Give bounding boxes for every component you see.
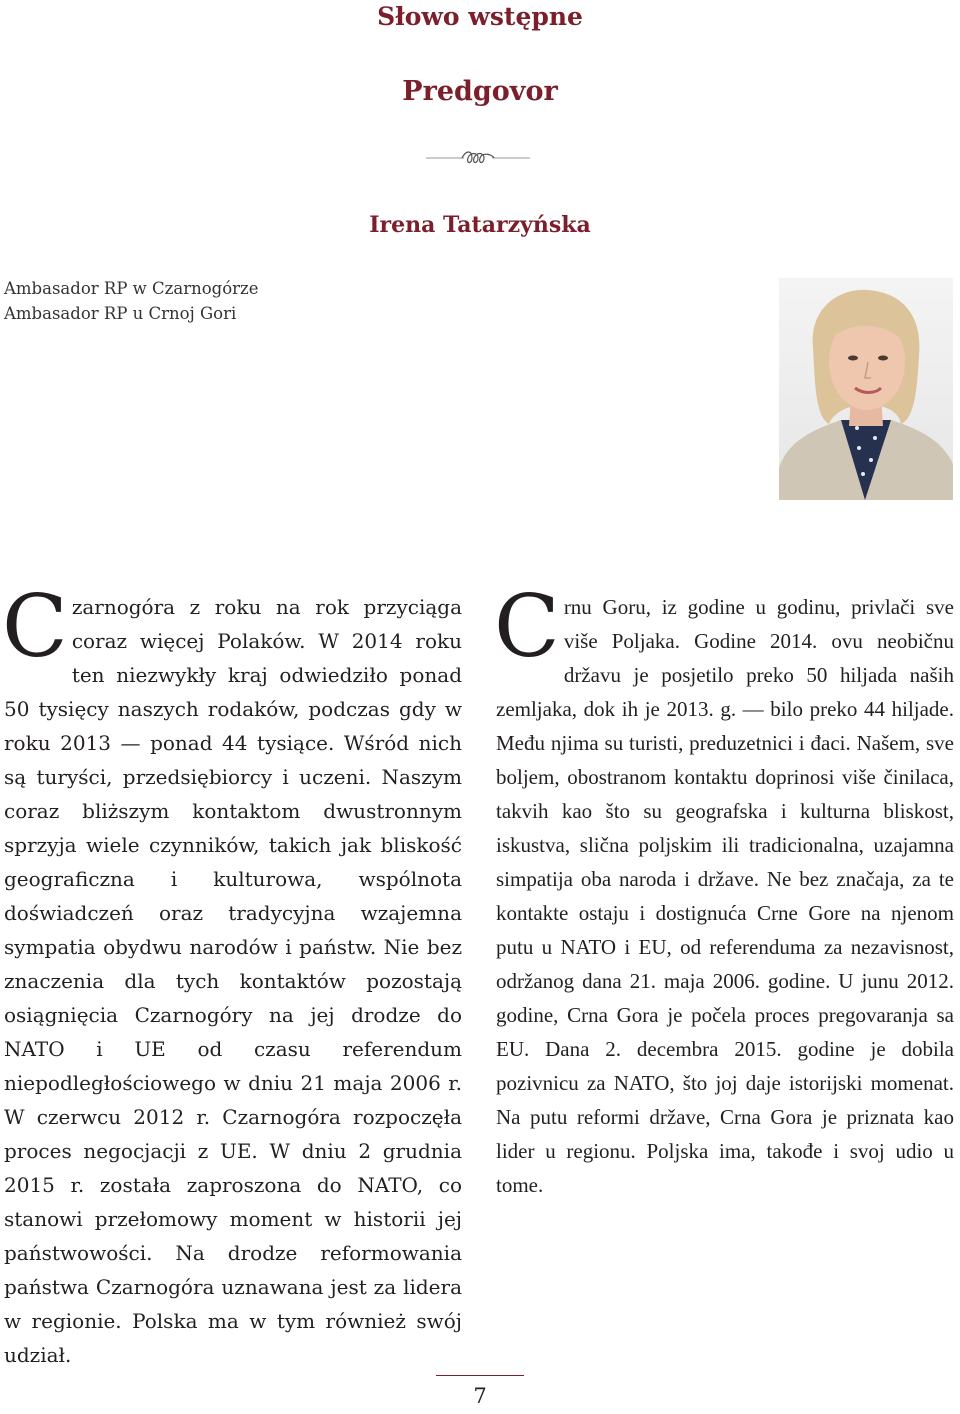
- body-column-polish: [2, 577, 462, 1372]
- portrait-photo-icon: [779, 278, 953, 500]
- page-number: 7: [473, 1384, 487, 1408]
- page-title-montenegrin: Predgovor: [402, 76, 558, 107]
- flourish-ornament-icon: [426, 148, 530, 168]
- body-text-montenegrin: rnu Goru, iz godine u godinu, privlači sve više Poljaka. Godine 2014. ovu neobičnu državu je posjetilo preko 50 hiljada naših zemljaka, dok ih je 2013. g. — bilo preko 44 hiljade. Među njima su turisti, preduzetnici i đaci. Našem, sve boljem, obostranom kontaktu doprinosi više činilaca, takvih kao što su geografska i kulturna bliskost, iskustva, slična poljskim ili tradicionalna, uzajamna simpatija oba naroda i države. Ne bez značaja, za te kontakte ostaju i dostignuća Crne Gore na njenom putu u NATO i EU, od referenduma za nezavisnost, održanog dana 21. maja 2006. godine. U junu 2012. godine, Crna Gora je počela proces pregovaranja sa EU. Dana 2. decembra 2015. godine je dobila pozivnicu za NATO, što joj daje istorijski momenat. Na putu reformi države, Crna Gora je priznata kao lider u regionu. Poljska ima, takođe i svoj udio u tome.: [496, 595, 954, 1197]
- drop-cap-montenegrin: C: [494, 577, 560, 677]
- affiliation-polish: Ambasador RP w Czarnogórze: [4, 279, 259, 298]
- author-affiliation: [4, 276, 258, 326]
- affiliation-montenegrin: Ambasador RP u Crnoj Gori: [4, 304, 237, 323]
- page-title-polish: Słowo wstępne: [377, 2, 583, 31]
- drop-cap-polish: C: [2, 577, 68, 677]
- body-text-polish: zarnogóra z roku na rok przyciąga coraz więcej Polaków. W 2014 roku ten niezwykły kraj odwiedziło ponad 50 tysięcy naszych rodaków, podczas gdy w roku 2013 — ponad 44 tysiące. Wśród nich są turyści, przedsiębiorcy i uczeni. Naszym coraz bliższym kontaktom dwustronnym sprzyja wiele czynników, takich jak bliskość geograficzna i kulturowa, wspólnota doświadczeń oraz tradycyjna wzajemna sympatia obydwu narodów i państw. Nie bez znaczenia dla tych kontaktów pozostają osiągnięcia Czarnogóry na jej drodze do NATO i UE od czasu referendum niepodległościowego w dniu 21 maja 2006 r. W czerwcu 2012 r. Czarnogóra rozpoczęła proces negocjacji z UE. W dniu 2 grudnia 2015 r. została zaproszona do NATO, co stanowi przełomowy moment w historii jej państwowości. Na drodze reformowania państwa Czarnogóra uznawana jest za lidera w regionie. Polska ma w tym również swój udział.: [4, 595, 462, 1367]
- author-name: Irena Tatarzyńska: [369, 212, 591, 238]
- footer-divider: [436, 1375, 524, 1376]
- author-portrait: [779, 278, 953, 500]
- body-column-montenegrin: [494, 577, 954, 1202]
